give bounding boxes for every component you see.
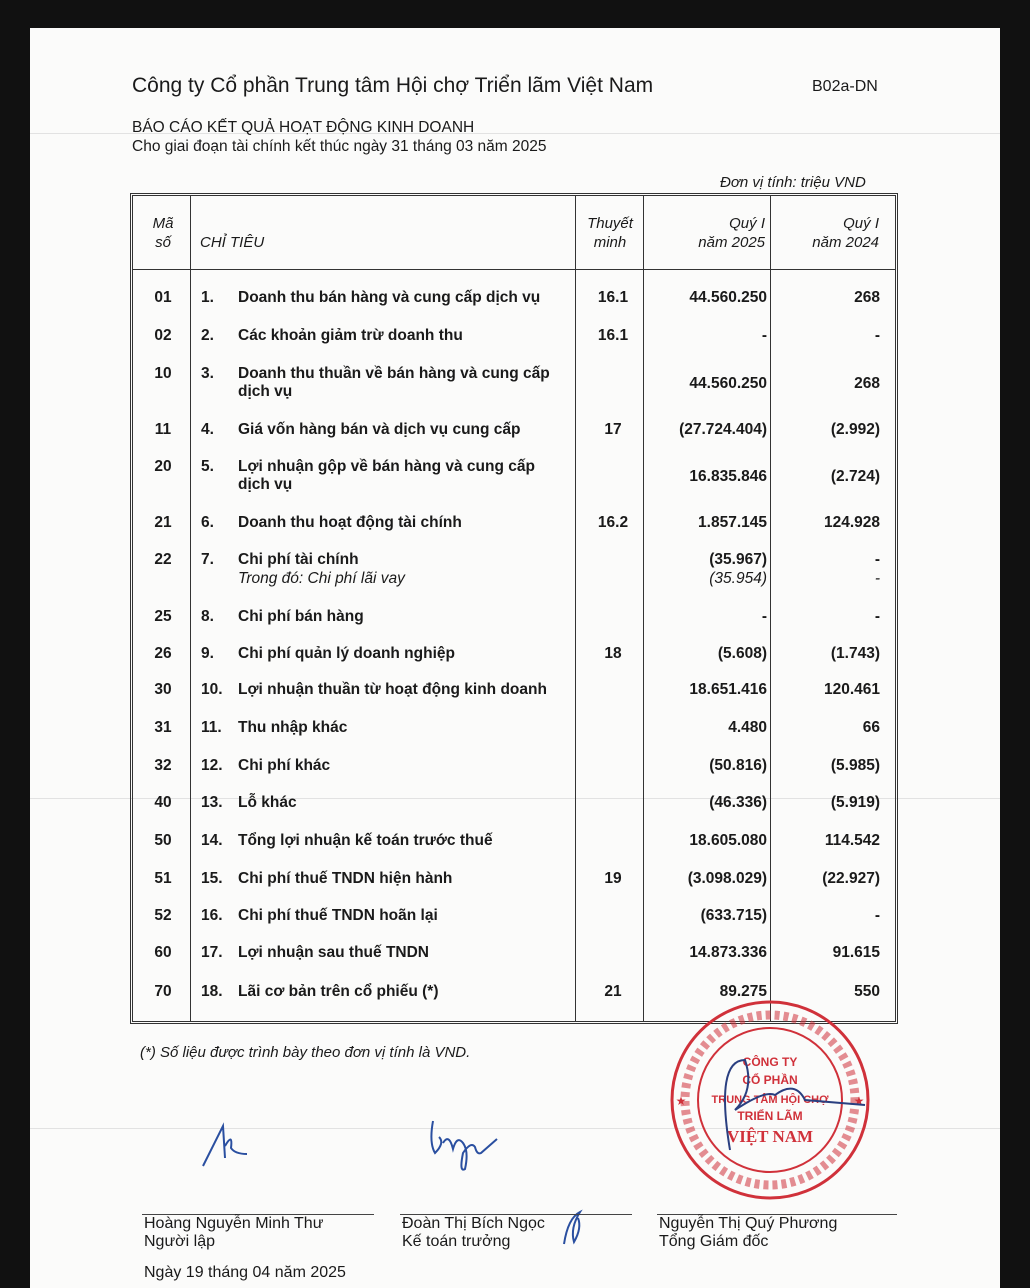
- row-label: Chi phí quản lý doanh nghiệp: [238, 645, 455, 662]
- row-value-2025: (5.608): [717, 645, 767, 662]
- stamp-line: TRIỂN LÃM: [737, 1109, 803, 1123]
- signatory-name: Hoàng Nguyễn Minh Thư: [144, 1215, 324, 1232]
- row-label: Lỗ khác: [238, 794, 297, 811]
- row-value-2024: (2.992): [830, 421, 880, 438]
- row-label: Giá vốn hàng bán và dịch vụ cung cấp: [238, 421, 521, 438]
- row-value-2024: (5.919): [830, 794, 880, 811]
- row-value-2025: (27.724.404): [679, 421, 767, 438]
- row-note: 16.1: [597, 289, 629, 306]
- row-label: Lãi cơ bản trên cổ phiếu (*): [238, 983, 439, 1000]
- row-value-2025: (46.336): [709, 794, 767, 811]
- row-value-2024: 120.461: [823, 681, 880, 698]
- row-value-2025: 18.605.080: [689, 832, 767, 849]
- row-value-2025: 16.835.846: [689, 468, 767, 485]
- row-value-2024: 268: [854, 375, 880, 392]
- row-number: 11.: [201, 719, 222, 736]
- row-code: 21: [154, 514, 172, 531]
- row-label: Chi phí thuế TNDN hoãn lại: [238, 907, 438, 924]
- row-value-2024: 268: [854, 289, 880, 306]
- row-code: 70: [154, 983, 172, 1000]
- header-note-line: Thuyết: [587, 215, 633, 232]
- row-value-2025: (50.816): [709, 757, 767, 774]
- footnote: (*) Số liệu được trình bày theo đơn vị tính là VND.: [140, 1044, 471, 1061]
- unit-label: Đơn vị tính: triệu VND: [720, 174, 866, 191]
- header-divider: [133, 269, 895, 270]
- row-note: 16.1: [597, 327, 629, 344]
- header-code: [141, 214, 185, 252]
- row-code: 30: [154, 681, 172, 698]
- row-value-2025: (633.715): [700, 907, 767, 924]
- row-value-2025: -: [761, 608, 767, 625]
- row-value-2024: 91.615: [832, 944, 880, 961]
- row-label: Thu nhập khác: [238, 719, 348, 736]
- row-label: Lợi nhuận thuần từ hoạt động kinh doanh: [238, 681, 547, 698]
- header-note: [577, 214, 643, 252]
- header-code-line: Mã: [152, 215, 174, 232]
- row-value-2024: 114.542: [824, 832, 880, 849]
- row-sublabel: Trong đó: Chi phí lãi vay: [238, 570, 405, 587]
- row-number: 8.: [201, 608, 214, 625]
- row-number: 4.: [201, 421, 214, 438]
- row-value-2024: (2.724): [830, 468, 880, 485]
- row-code: 20: [154, 458, 172, 475]
- row-value-2025: (3.098.029): [687, 870, 767, 887]
- row-code: 50: [154, 832, 172, 849]
- report-date: Ngày 19 tháng 04 năm 2025: [144, 1264, 346, 1281]
- row-value-2025: 1.857.145: [698, 514, 767, 531]
- row-subvalue-2025: (35.954): [709, 570, 767, 587]
- row-value-2025: 4.480: [728, 719, 767, 736]
- stamp-line: CÔNG TY: [742, 1055, 798, 1069]
- row-number: 9.: [201, 645, 214, 662]
- row-number: 10.: [201, 681, 223, 698]
- signatory-role: Người lập: [144, 1233, 216, 1250]
- report-period: Cho giai đoạn tài chính kết thúc ngày 31 tháng 03 năm 2025: [132, 138, 547, 155]
- row-value-2024: -: [874, 608, 880, 625]
- row-number: 14.: [201, 832, 223, 849]
- stamp-star-icon: ★: [853, 1094, 865, 1108]
- row-value-2024: (22.927): [822, 870, 880, 887]
- row-number: 7.: [201, 551, 214, 568]
- income-statement-table: [130, 193, 898, 1024]
- row-value-2024: 66: [862, 719, 880, 736]
- row-code: 26: [154, 645, 172, 662]
- signature-chief-accountant: [425, 1113, 515, 1183]
- row-code: 40: [154, 794, 172, 811]
- row-number: 13.: [201, 794, 223, 811]
- signatory-preparer: [144, 1215, 323, 1251]
- row-value-2024: (1.743): [830, 645, 880, 662]
- row-value-2024: 124.928: [823, 514, 880, 531]
- row-number: 12.: [201, 757, 223, 774]
- row-code: 32: [154, 757, 172, 774]
- row-code: 10: [154, 365, 172, 382]
- document-page: [30, 28, 1000, 1288]
- header-q2024-line: Quý I: [843, 215, 879, 232]
- signatory-chief-accountant: [402, 1215, 545, 1251]
- stamp-line: VIỆT NAM: [726, 1127, 814, 1146]
- row-note: 16.2: [597, 514, 629, 531]
- row-label: Chi phí thuế TNDN hiện hành: [238, 870, 453, 887]
- row-subvalue-2024: -: [874, 570, 880, 587]
- signature-preparer: [195, 1118, 265, 1178]
- row-note: 18: [604, 645, 622, 662]
- row-code: 60: [154, 944, 172, 961]
- header-q2025-line: năm 2025: [698, 234, 765, 251]
- stamp-line: TRUNG TÂM HỘI CHỢ: [711, 1094, 829, 1106]
- row-label-continued: dịch vụ: [238, 383, 293, 400]
- signatory-role: Kế toán trưởng: [402, 1233, 511, 1250]
- row-value-2025: 44.560.250: [689, 289, 767, 306]
- header-q2025-line: Quý I: [729, 215, 765, 232]
- row-label: Doanh thu hoạt động tài chính: [238, 514, 462, 531]
- row-number: 16.: [201, 907, 223, 924]
- stamp-star-icon: ★: [675, 1094, 687, 1108]
- header-q2024-line: năm 2024: [812, 234, 879, 251]
- row-label: Lợi nhuận gộp về bán hàng và cung cấp: [238, 458, 535, 475]
- row-number: 15.: [201, 870, 223, 887]
- row-value-2025: 14.873.336: [689, 944, 767, 961]
- row-value-2024: -: [874, 551, 880, 568]
- row-code: 51: [154, 870, 172, 887]
- row-label: Doanh thu thuần về bán hàng và cung cấp: [238, 365, 550, 382]
- row-note: 21: [604, 983, 622, 1000]
- column-divider: [575, 196, 576, 1021]
- row-label: Lợi nhuận sau thuế TNDN: [238, 944, 429, 961]
- row-code: 22: [154, 551, 172, 568]
- row-code: 31: [154, 719, 172, 736]
- row-code: 02: [154, 327, 172, 344]
- header-q2025: [698, 214, 765, 252]
- row-label: Chi phí khác: [238, 757, 331, 774]
- report-title: BÁO CÁO KẾT QUẢ HOẠT ĐỘNG KINH DOANH: [132, 119, 475, 136]
- row-value-2024: -: [874, 907, 880, 924]
- row-value-2024: -: [874, 327, 880, 344]
- row-code: 52: [154, 907, 172, 924]
- form-code: B02a-DN: [812, 78, 878, 95]
- row-value-2025: (35.967): [709, 551, 767, 568]
- stamp-line: CỔ PHẦN: [742, 1073, 798, 1087]
- row-code: 01: [154, 289, 172, 306]
- column-divider: [190, 196, 191, 1021]
- row-number: 2.: [201, 327, 214, 344]
- row-note: 19: [604, 870, 622, 887]
- signatory-general-director: [659, 1215, 837, 1251]
- row-number: 6.: [201, 514, 214, 531]
- signatory-name: Nguyễn Thị Quý Phương: [659, 1215, 838, 1232]
- column-divider: [770, 196, 771, 1021]
- row-label: Tổng lợi nhuận kế toán trước thuế: [238, 832, 493, 849]
- header-code-line: số: [155, 234, 171, 251]
- row-value-2025: -: [761, 327, 767, 344]
- row-label: Chi phí tài chính: [238, 551, 359, 568]
- row-number: 3.: [201, 365, 214, 382]
- signatory-role: Tổng Giám đốc: [659, 1233, 769, 1250]
- row-number: 5.: [201, 458, 214, 475]
- row-value-2025: 44.560.250: [689, 375, 767, 392]
- row-code: 11: [154, 421, 172, 438]
- row-number: 18.: [201, 983, 223, 1000]
- row-value-2025: 89.275: [719, 983, 767, 1000]
- header-note-line: minh: [593, 234, 627, 251]
- header-item: CHỈ TIÊU: [200, 234, 265, 251]
- row-value-2025: 18.651.416: [689, 681, 767, 698]
- row-label-continued: dịch vụ: [238, 476, 293, 493]
- row-number: 1.: [201, 289, 214, 306]
- row-note: 17: [604, 421, 622, 438]
- column-divider: [643, 196, 644, 1021]
- signatory-name: Đoàn Thị Bích Ngọc: [402, 1215, 545, 1232]
- row-label: Các khoản giảm trừ doanh thu: [238, 327, 463, 344]
- row-label: Chi phí bán hàng: [238, 608, 364, 625]
- header-q2024: [812, 214, 879, 252]
- row-number: 17.: [201, 944, 223, 961]
- row-label: Doanh thu bán hàng và cung cấp dịch vụ: [238, 289, 541, 306]
- company-name: Công ty Cổ phần Trung tâm Hội chợ Triển lãm Việt Nam: [132, 74, 654, 97]
- row-code: 25: [154, 608, 172, 625]
- company-stamp: [655, 990, 885, 1205]
- row-value-2024: (5.985): [830, 757, 880, 774]
- row-value-2024: 550: [854, 983, 880, 1000]
